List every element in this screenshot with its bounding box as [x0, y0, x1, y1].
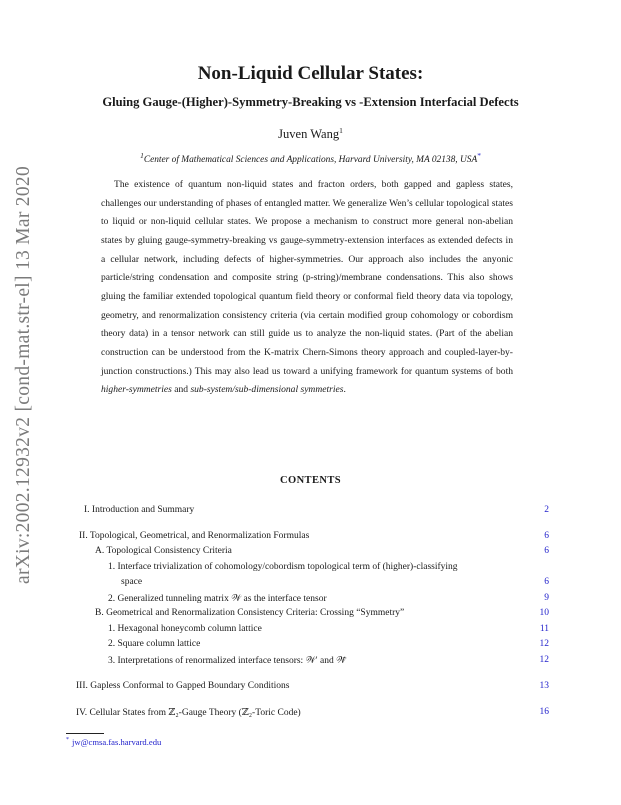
toc-page-link[interactable]: 12 — [539, 655, 549, 665]
toc-page-link[interactable]: 6 — [544, 531, 549, 541]
toc-entry-label[interactable]: 2. Square column lattice — [108, 639, 201, 649]
toc-entry-label[interactable]: III. Gapless Conformal to Gapped Boundary Conditions — [76, 681, 290, 691]
arxiv-identifier-text: arXiv:2002.12932v2 [cond-mat.str-el] 13 Mar 2020 — [13, 165, 35, 585]
author-affil-mark: 1 — [339, 126, 343, 135]
abstract-and: and — [171, 384, 191, 396]
toc-page-link[interactable]: 6 — [544, 546, 549, 556]
toc-page-link[interactable]: 6 — [544, 577, 549, 587]
toc-entry-label[interactable]: I. Introduction and Summary — [84, 505, 195, 515]
abstract-body: The existence of quantum non-liquid states and fracton orders, both gapped and gapless states, challenges our understanding of phases of entangled matter. We generalize Wen’s cellular topological states to liquid or non-liquid cellular states. We propose a mechanism to construct more general non-abelian states by gluing gauge-symmetry-breaking vs gauge-symmetry-extension interfaces as extended defects in a cellular network, including defects of higher-symmetries. Our approach also includes the anyonic particle/string condensation and composite string (p-string)/membrane condensations. This also shows gluing the familiar extended topological quantum field theory or conformal field theory data via topology, geometry, and renormalization consistency criteria (via certain modified group cohomology or cobordism theory data) in a tensor network can still guide us to analyze the non-liquid states. (Part of the abelian construction can be understood from the K-matrix Chern-Simons theory approach and coupled-layer-by-junction constructions.) This may also lead us toward a unifying framework for quantum systems of both — [101, 179, 513, 377]
paper-subtitle: Gluing Gauge-(Higher)-Symmetry-Breaking vs -Extension Interfacial Defects — [102, 95, 519, 109]
toc-page-link[interactable]: 13 — [539, 681, 549, 691]
paper-title: Non-Liquid Cellular States: — [197, 63, 424, 84]
affiliation-line — [60, 151, 561, 165]
toc-entry-label[interactable]: 3. Interpretations of renormalized interface tensors: 𝒲′ and 𝒲̃ — [108, 656, 347, 666]
abstract-emphasis-higher-symmetries: higher-symmetries — [101, 384, 172, 396]
toc-page-link[interactable]: 11 — [539, 624, 549, 634]
toc-page-link[interactable]: 9 — [544, 593, 549, 603]
footnote-email-link[interactable]: jw@cmsa.fas.harvard.edu — [72, 737, 162, 747]
toc-entry-label[interactable]: 1. Hexagonal honeycomb column lattice — [108, 624, 262, 634]
footnote — [66, 737, 161, 747]
affiliation-mark: 1 — [140, 151, 144, 160]
affiliation-text: Center of Mathematical Sciences and Applications, Harvard University, MA 02138, USA — [143, 155, 478, 166]
footnote-divider — [66, 733, 104, 734]
author-line — [0, 126, 621, 142]
author-name: Juven Wang — [278, 127, 340, 142]
toc-page-link[interactable]: 12 — [539, 639, 549, 649]
toc-entry-label[interactable]: B. Geometrical and Renormalization Consistency Criteria: Crossing “Symmetry” — [95, 608, 405, 618]
abstract — [101, 176, 513, 400]
arxiv-identifier-stamp — [4, 140, 44, 610]
toc-entry-label[interactable]: 2. Generalized tunneling matrix 𝒲 as the interface tensor — [108, 594, 327, 604]
abstract-end: . — [343, 384, 346, 396]
contents-heading: CONTENTS — [280, 475, 341, 486]
footnote-mark: * — [66, 737, 69, 744]
abstract-emphasis-subsystem-symmetries: sub-system/sub-dimensional symmetries — [190, 384, 344, 396]
toc-entry-label[interactable]: A. Topological Consistency Criteria — [95, 546, 232, 556]
toc-entry-label[interactable]: II. Topological, Geometrical, and Renormalization Formulas — [79, 531, 310, 541]
toc-page-link[interactable]: 16 — [539, 707, 549, 717]
toc-page-link[interactable]: 10 — [539, 608, 549, 618]
toc-entry-label[interactable]: 1. Interface trivialization of cohomology/cobordism topological term of (higher)-classifying — [108, 562, 458, 572]
toc-page-link[interactable]: 2 — [544, 505, 549, 515]
affiliation-footnote-link[interactable]: * — [477, 151, 481, 160]
toc-entry-label[interactable]: space — [121, 577, 143, 587]
toc-entry-label[interactable]: IV. Cellular States from ℤ₂-Gauge Theory (ℤ₂-Toric Code) — [76, 708, 301, 718]
